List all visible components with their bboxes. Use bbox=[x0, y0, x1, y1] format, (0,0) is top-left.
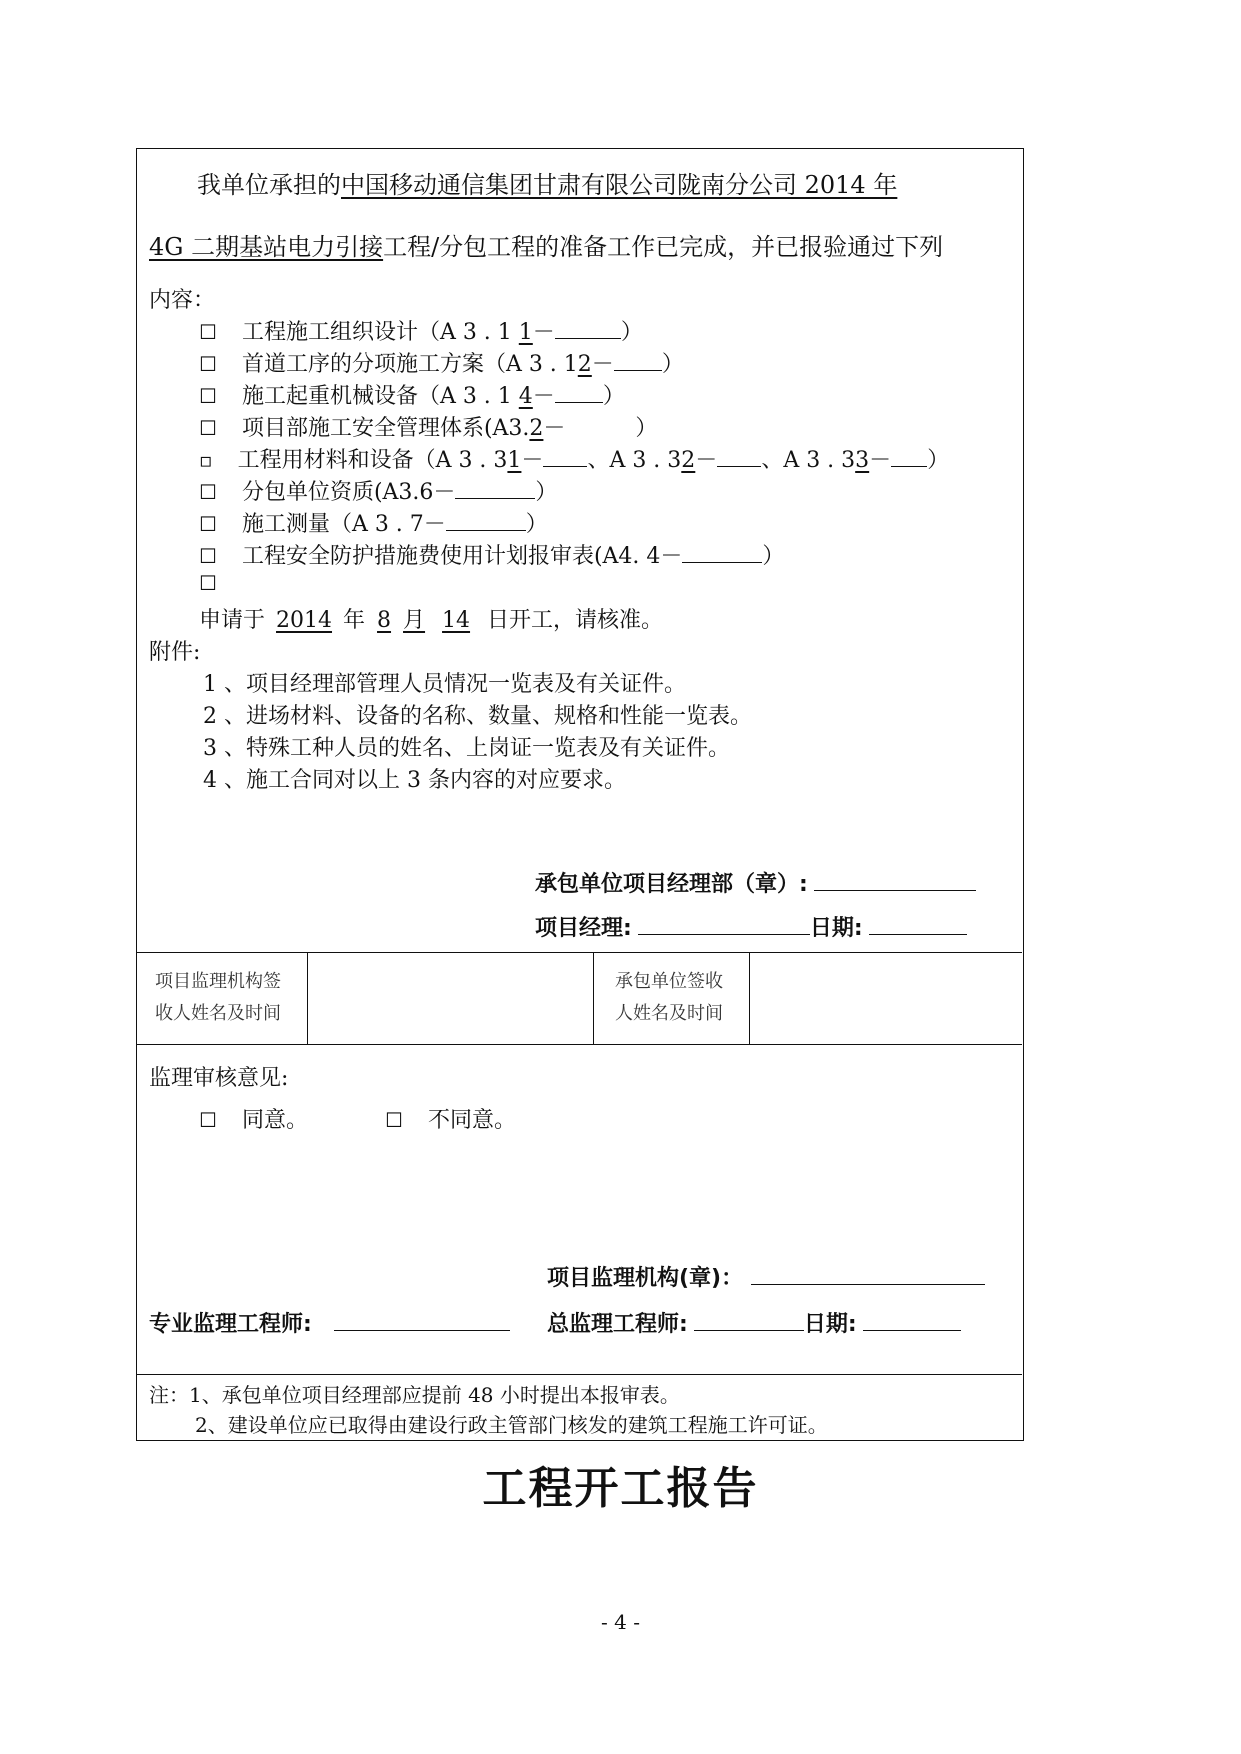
item-code: 1 bbox=[518, 320, 533, 345]
attachments-label: 附件: bbox=[149, 640, 201, 665]
agree-label: 同意。 bbox=[241, 1108, 308, 1133]
checklist-item-7[interactable] bbox=[199, 507, 548, 538]
item-label: 工程施工组织设计（A 3 . 1 bbox=[241, 320, 519, 345]
review-section bbox=[137, 1045, 1022, 1375]
item-dash: － bbox=[521, 448, 544, 473]
contractor-receipt-field[interactable] bbox=[751, 953, 1021, 1045]
checklist-item-2[interactable] bbox=[199, 347, 684, 378]
item-dash: － bbox=[532, 320, 555, 345]
supervision-org-line bbox=[547, 1261, 985, 1292]
attachment-item: 1 、项目经理部管理人员情况一览表及有关证件。 bbox=[203, 672, 686, 697]
checkbox-icon[interactable]: ☐ bbox=[199, 320, 217, 344]
item-label: 工程用材料和设备（A 3 . 3 bbox=[237, 448, 508, 473]
checkbox-icon[interactable]: ☐ bbox=[199, 1108, 217, 1132]
review-label: 监理审核意见: bbox=[149, 1066, 289, 1091]
checkbox-icon[interactable]: ▫ bbox=[199, 448, 213, 472]
agree-option[interactable] bbox=[199, 1103, 308, 1134]
intro-line-1 bbox=[197, 165, 897, 200]
item-dash: － bbox=[869, 448, 892, 473]
intro-prefix: 我单位承担的 bbox=[197, 171, 341, 199]
pm-line bbox=[535, 911, 967, 942]
item-dash: － bbox=[695, 448, 718, 473]
review-date-label: 日期: bbox=[803, 1312, 857, 1337]
checklist-item-3[interactable] bbox=[199, 379, 625, 410]
project-name-part-2: 4G 二期基站电力引接 bbox=[149, 233, 384, 261]
review-date-field[interactable] bbox=[863, 1312, 961, 1331]
pm-field[interactable] bbox=[638, 916, 810, 935]
engineer-label: 专业监理工程师: bbox=[149, 1312, 312, 1337]
engineer-line bbox=[149, 1307, 510, 1338]
item-label: 施工测量（A 3 . 7－ bbox=[241, 512, 446, 537]
supervisor-receipt-label: 收人姓名及时间 bbox=[155, 1003, 281, 1024]
apply-prefix: 申请于 bbox=[199, 608, 266, 633]
item-code: 2 bbox=[529, 416, 544, 441]
intro-line-3: 内容： bbox=[149, 288, 216, 313]
item-code: 4 bbox=[518, 384, 533, 409]
item-close: ） bbox=[602, 384, 625, 409]
chief-engineer-label: 总监理工程师: bbox=[547, 1312, 688, 1337]
item-code: 3 bbox=[855, 448, 870, 473]
contractor-receipt-label: 承包单位签收 bbox=[615, 971, 723, 992]
item-code: 2 bbox=[681, 448, 696, 473]
apply-year[interactable]: 2014 bbox=[276, 608, 333, 633]
checklist-item-9[interactable] bbox=[199, 571, 217, 596]
fill-blank[interactable] bbox=[455, 480, 535, 499]
chief-engineer-line bbox=[547, 1307, 961, 1338]
item-dash: － bbox=[532, 384, 555, 409]
fill-blank[interactable] bbox=[891, 448, 927, 467]
checkbox-icon[interactable]: ☐ bbox=[199, 480, 217, 504]
checklist-item-1[interactable] bbox=[199, 315, 643, 346]
contractor-dept-field[interactable] bbox=[814, 872, 976, 891]
supervision-org-field[interactable] bbox=[751, 1266, 985, 1285]
checkbox-icon[interactable]: ☐ bbox=[199, 544, 217, 568]
checkbox-icon[interactable]: ☐ bbox=[199, 571, 217, 595]
apply-day[interactable]: 14 bbox=[442, 608, 471, 633]
page-title: 工程开工报告 bbox=[482, 1463, 759, 1514]
supervision-org-label: 项目监理机构(章)： bbox=[547, 1266, 744, 1291]
fill-blank[interactable] bbox=[682, 544, 762, 563]
fill-blank[interactable] bbox=[543, 448, 587, 467]
engineer-field[interactable] bbox=[334, 1312, 510, 1331]
item-close: ） bbox=[620, 320, 643, 345]
item-label: 施工起重机械设备（A 3 . 1 bbox=[241, 384, 519, 409]
item-close: ） bbox=[661, 352, 684, 377]
attachment-item: 4 、施工合同对以上 3 条内容的对应要求。 bbox=[203, 768, 626, 793]
checkbox-icon[interactable]: ☐ bbox=[199, 512, 217, 536]
apply-year-unit: 年 bbox=[343, 608, 366, 633]
note-line: 2、建设单位应已取得由建设行政主管部门核发的建筑工程施工许可证。 bbox=[195, 1413, 828, 1437]
item-close: ） bbox=[762, 544, 785, 569]
disagree-option[interactable] bbox=[385, 1103, 516, 1134]
item-label: 分包单位资质(A3.6－ bbox=[241, 480, 456, 505]
checklist-item-5[interactable] bbox=[199, 443, 949, 474]
checkbox-icon[interactable]: ☐ bbox=[385, 1108, 403, 1132]
chief-engineer-field[interactable] bbox=[694, 1312, 804, 1331]
apply-suffix: 日开工，请核准。 bbox=[487, 608, 664, 633]
intro-line-2 bbox=[149, 227, 943, 262]
application-section bbox=[137, 149, 1022, 953]
item-sep: 、A 3 . 3 bbox=[587, 448, 682, 473]
item-close: ） bbox=[535, 480, 558, 505]
item-close: ） bbox=[635, 416, 658, 441]
disagree-label: 不同意。 bbox=[427, 1108, 516, 1133]
item-sep: 、A 3 . 3 bbox=[761, 448, 856, 473]
checklist-item-4[interactable] bbox=[199, 411, 657, 442]
checklist-item-6[interactable] bbox=[199, 475, 557, 506]
fill-blank[interactable] bbox=[555, 320, 621, 339]
fill-blank[interactable] bbox=[717, 448, 761, 467]
supervisor-receipt-field[interactable] bbox=[309, 953, 591, 1045]
apply-month-unit: 月 bbox=[403, 608, 426, 633]
pm-label: 项目经理: bbox=[535, 916, 632, 941]
item-label: 项目部施工安全管理体系(A3. bbox=[241, 416, 530, 441]
checklist-item-8[interactable] bbox=[199, 539, 784, 570]
fill-blank[interactable] bbox=[614, 352, 662, 371]
apply-line bbox=[199, 603, 663, 634]
page-number: - 4 - bbox=[601, 1610, 640, 1634]
fill-blank[interactable] bbox=[555, 384, 603, 403]
item-dash: － bbox=[543, 416, 566, 441]
note-line: 注：1、承包单位项目经理部应提前 48 小时提出本报审表。 bbox=[149, 1383, 680, 1407]
fill-blank[interactable] bbox=[446, 512, 526, 531]
contractor-receipt-label: 人姓名及时间 bbox=[615, 1003, 723, 1024]
notes-section bbox=[137, 1375, 1022, 1439]
supervisor-receipt-label: 项目监理机构签 bbox=[155, 971, 281, 992]
intro-suffix: 工程/分包工程的准备工作已完成，并已报验通过下列 bbox=[383, 233, 944, 261]
receipt-row bbox=[137, 953, 1022, 1045]
checkbox-icon[interactable]: ☐ bbox=[199, 352, 217, 376]
checkbox-icon[interactable]: ☐ bbox=[199, 416, 217, 440]
item-label: 工程安全防护措施费使用计划报审表(A4. 4－ bbox=[241, 544, 683, 569]
project-name-part-1: 中国移动通信集团甘肃有限公司陇南分公司 2014 年 bbox=[341, 171, 898, 199]
item-dash: － bbox=[591, 352, 614, 377]
attachment-item: 3 、特殊工种人员的姓名、上岗证一览表及有关证件。 bbox=[203, 736, 730, 761]
item-label: 首道工序的分项施工方案（A 3 . 1 bbox=[241, 352, 578, 377]
item-close: ） bbox=[525, 512, 548, 537]
start-report-form bbox=[136, 148, 1024, 1441]
item-close: ） bbox=[927, 448, 950, 473]
pm-date-field[interactable] bbox=[869, 916, 967, 935]
item-code: 1 bbox=[507, 448, 522, 473]
pm-date-label: 日期: bbox=[809, 916, 863, 941]
apply-month[interactable]: 8 bbox=[377, 608, 392, 633]
attachment-item: 2 、进场材料、设备的名称、数量、规格和性能一览表。 bbox=[203, 704, 752, 729]
contractor-dept-line bbox=[535, 867, 976, 898]
item-code: 2 bbox=[577, 352, 592, 377]
checkbox-icon[interactable]: ☐ bbox=[199, 384, 217, 408]
contractor-dept-label: 承包单位项目经理部（章）: bbox=[535, 872, 808, 897]
